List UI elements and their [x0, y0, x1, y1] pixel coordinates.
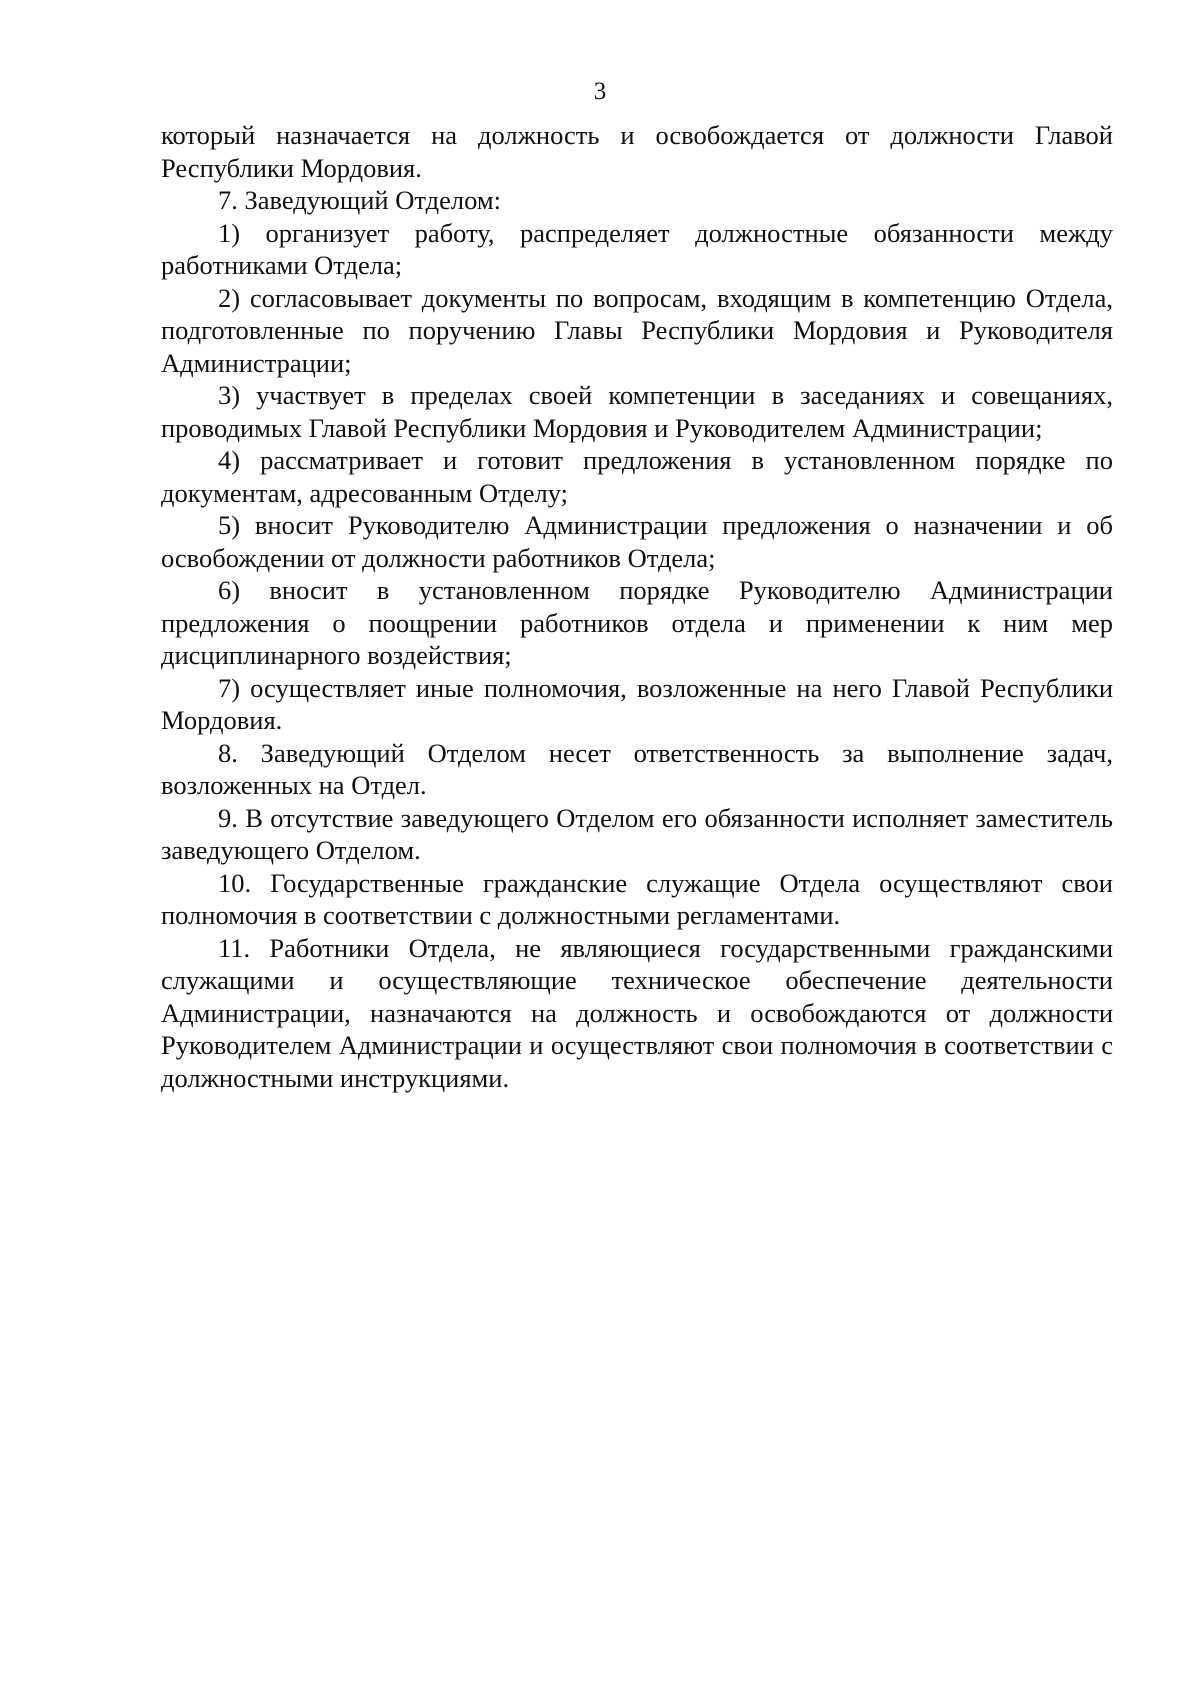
paragraph-subitem-4: 4) рассматривает и готовит предложения в установленном порядке по документам, адресованным Отделу; — [161, 445, 1113, 508]
paragraph-subitem-6: 6) вносит в установленном порядке Руководителю Администрации предложения о поощрении работников отдела и применении к ним мер дисциплинарного воздействия; — [161, 575, 1113, 670]
paragraph-subitem-3: 3) участвует в пределах своей компетенции в заседаниях и совещаниях, проводимых Главой Республики Мордовия и Руководителем Администрации; — [161, 380, 1113, 443]
paragraph-continuation: который назначается на должность и освобождается от должности Главой Республики Мордовия. — [161, 120, 1113, 183]
document-body — [161, 119, 1113, 1094]
paragraph-subitem-2: 2) согласовывает документы по вопросам, входящим в компетенцию Отдела, подготовленные по поручению Главы Республики Мордовия и Руководителя Администрации; — [161, 282, 1113, 378]
paragraph-item-10: 10. Государственные гражданские служащие Отдела осуществляют свои полномочия в соответствии с должностными регламентами. — [161, 867, 1113, 930]
paragraph-item-7: 7. Заведующий Отделом: — [218, 185, 501, 215]
paragraph-item-8: 8. Заведующий Отделом несет ответственность за выполнение задач, возложенных на Отдел. — [161, 737, 1113, 800]
page-number: 3 — [593, 78, 607, 105]
paragraph-subitem-5: 5) вносит Руководителю Администрации предложения о назначении и об освобождении от должности работников Отдела; — [161, 510, 1113, 573]
paragraph-subitem-1: 1) организует работу, распределяет должностные обязанности между работниками Отдела; — [161, 217, 1113, 280]
paragraph-item-11: 11. Работники Отдела, не являющиеся государственными гражданскими служащими и осуществляющие техническое обеспечение деятельности Администрации, назначаются на должность и освобождаются от должности Руководителем Администрации и осуществляют свои полномочия в соответствии с должностными инструкциями. — [161, 932, 1113, 1093]
paragraph-item-9: 9. В отсутствие заведующего Отделом его обязанности исполняет заместитель заведующего Отделом. — [161, 802, 1113, 865]
paragraph-subitem-7: 7) осуществляет иные полномочия, возложенные на него Главой Республики Мордовия. — [161, 672, 1113, 735]
